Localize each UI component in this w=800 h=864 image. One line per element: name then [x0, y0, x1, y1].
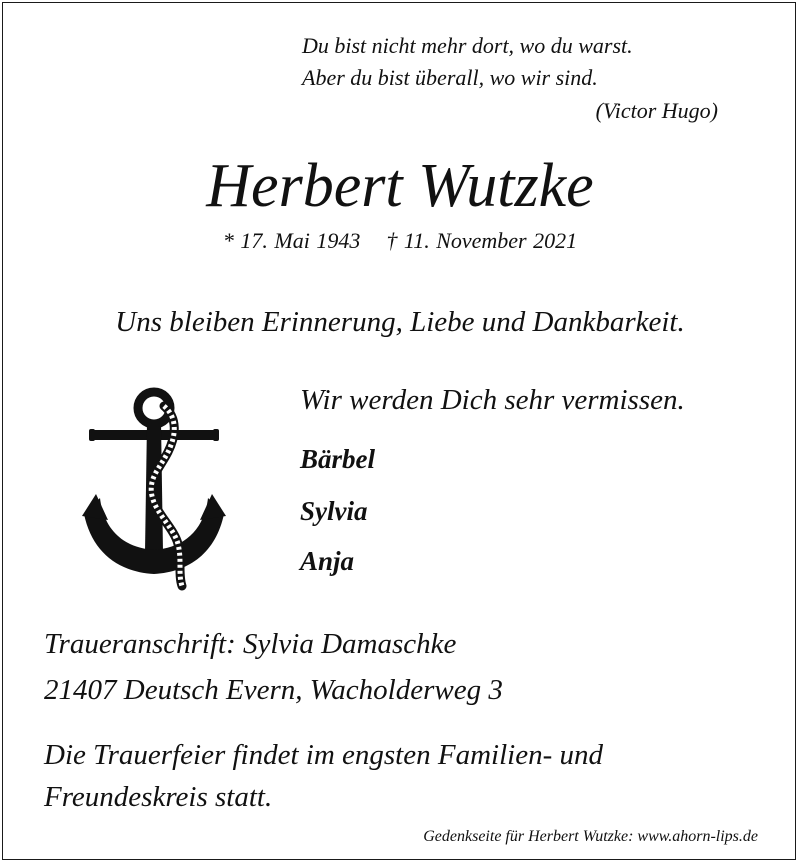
quote-line-1: Du bist nicht mehr dort, wo du warst.	[302, 33, 633, 58]
memorial-page-link[interactable]: Gedenkseite für Herbert Wutzke: www.ahorn-lips.de	[423, 828, 758, 845]
funeral-notice-line-1: Die Trauerfeier findet im engsten Familien- und	[44, 739, 603, 771]
farewell-message: Wir werden Dich sehr vermissen.	[300, 384, 685, 416]
funeral-notice-line-2: Freundeskreis statt.	[44, 781, 273, 813]
signer-name: Anja	[300, 546, 355, 576]
deceased-name: Herbert Wutzke	[206, 152, 594, 220]
quote-author: (Victor Hugo)	[595, 98, 718, 123]
motto: Uns bleiben Erinnerung, Liebe und Dankbarkeit.	[115, 306, 685, 338]
mourning-address-street: 21407 Deutsch Evern, Wacholderweg 3	[44, 674, 503, 706]
anchor-icon	[78, 382, 230, 592]
death-date: † 11. November 2021	[386, 228, 578, 253]
life-dates	[0, 228, 800, 254]
quote	[302, 30, 633, 94]
quote-line-2: Aber du bist überall, wo wir sind.	[302, 65, 598, 90]
signer-name: Bärbel	[300, 444, 376, 474]
birth-date: * 17. Mai 1943	[222, 228, 361, 253]
signer-name: Sylvia	[300, 496, 368, 526]
mourning-address-name: Traueranschrift: Sylvia Damaschke	[44, 628, 457, 660]
